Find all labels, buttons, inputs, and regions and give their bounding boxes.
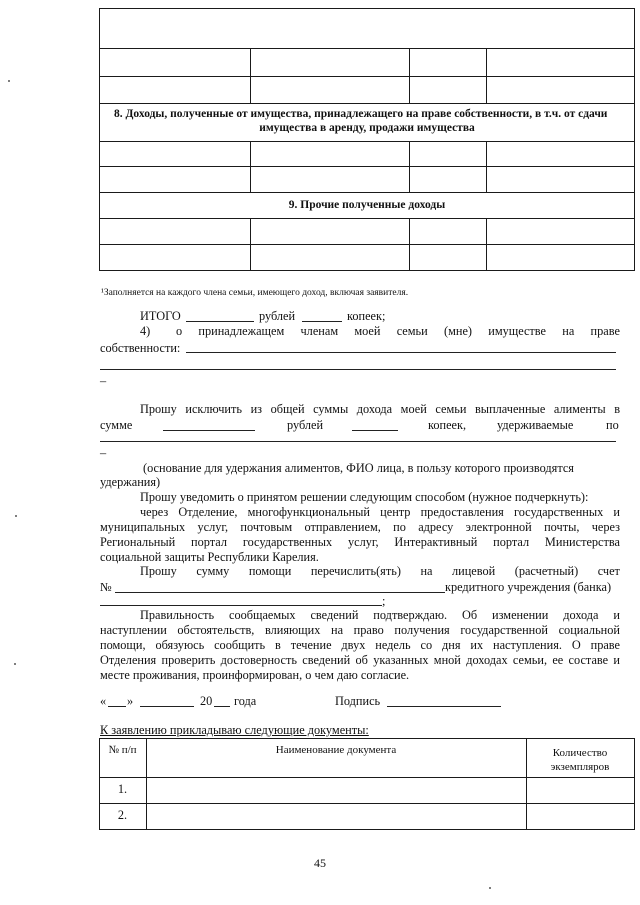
- alimony-basis-line2: удержания): [100, 475, 161, 489]
- property-word: членам: [300, 324, 339, 338]
- table-border: [99, 8, 635, 9]
- confirm-line5: месте проживания, проинформирован, о чем даю согласие.: [100, 668, 410, 682]
- table-border: [99, 218, 635, 219]
- confirm-line2: наступлении обстоятельств, влияющих на право получения государственной социальной: [100, 623, 620, 637]
- scan-speck: [14, 663, 16, 665]
- table-border: [99, 48, 635, 49]
- itogo-label: ИТОГО: [140, 309, 181, 323]
- alimony-kop-blank[interactable]: [352, 430, 398, 431]
- itogo-kop-blank[interactable]: [302, 321, 342, 322]
- account-num-sign: №: [100, 580, 112, 594]
- year-prefix: 20: [200, 694, 213, 708]
- table-border: [99, 738, 635, 739]
- footnote: ¹Заполняется на каждого члена семьи, имеющего доход, включая заявителя.: [101, 288, 409, 298]
- property-word: моей: [354, 324, 381, 338]
- notify-line3: муниципальных услуг, почтовым отправлением, по адресу электронной почты, через: [100, 520, 620, 534]
- month-blank[interactable]: [140, 706, 194, 707]
- table-border: [409, 48, 410, 103]
- header-count-cont: экземпляров: [550, 761, 610, 773]
- semicolon: ;: [382, 594, 386, 608]
- alimony-rub: рублей: [287, 418, 324, 432]
- row-num-2: 2.: [117, 808, 128, 822]
- table-border: [409, 141, 410, 192]
- property-line: [176, 324, 620, 339]
- property-blank-2[interactable]: [100, 369, 616, 370]
- alimony-po: по: [606, 418, 619, 432]
- table-border: [99, 103, 635, 104]
- alimony-uderzh: удерживаемые: [497, 418, 574, 432]
- notify-line2: через Отделение, многофункциональный центр предоставления государственных и: [140, 505, 620, 519]
- table-border: [99, 270, 635, 271]
- itogo-kop-label: копеек;: [347, 309, 386, 323]
- signature-blank[interactable]: [387, 706, 501, 707]
- transfer-word: на: [420, 564, 433, 578]
- alimony-sum-blank[interactable]: [163, 430, 255, 431]
- section8-title: 8. Доходы, полученные от имущества, принадлежащего на праве собственности, в т.ч. от сдачи: [114, 108, 608, 120]
- alimony-summe: сумме: [100, 418, 133, 432]
- property-word: праве: [590, 324, 620, 338]
- itogo-rub-label: рублей: [259, 309, 296, 323]
- header-count: Количество: [552, 747, 608, 759]
- scan-speck: [489, 887, 491, 889]
- transfer-word: лицевой: [452, 564, 496, 578]
- scan-speck: [15, 515, 17, 517]
- table-border: [409, 218, 410, 270]
- property-num: 4): [140, 324, 151, 338]
- table-border: [634, 8, 635, 270]
- quote-open: «: [100, 694, 107, 708]
- table-border: [486, 141, 487, 192]
- attachments-intro: К заявлению прикладываю следующие документы:: [100, 723, 369, 737]
- transfer-word: Прошу: [140, 564, 177, 578]
- row-num-1: 1.: [117, 782, 128, 796]
- itogo-rub-blank[interactable]: [186, 321, 254, 322]
- property-label: собственности:: [100, 341, 181, 355]
- property-blank-1[interactable]: [186, 352, 616, 353]
- notify-line4: Региональный портал государственных услуг, Интерактивный портал Министерства: [100, 535, 620, 549]
- bank-label: кредитного учреждения (банка): [445, 580, 612, 594]
- property-word: (мне): [443, 324, 472, 338]
- notify-line5: социальной защиты Республики Карелия.: [100, 550, 319, 564]
- property-word: о: [176, 324, 183, 338]
- table-border: [250, 48, 251, 103]
- table-border: [99, 803, 635, 804]
- transfer-word: помощи: [248, 564, 292, 578]
- table-border: [99, 76, 635, 77]
- property-word: на: [562, 324, 575, 338]
- bank-name-blank[interactable]: [100, 605, 382, 606]
- section9-title: 9. Прочие полученные доходы: [288, 199, 446, 211]
- table-border: [99, 166, 635, 167]
- year-blank[interactable]: [214, 706, 230, 707]
- transfer-word: перечислить(ять): [310, 564, 401, 578]
- section8-title-cont: имущества в аренду, продажи имущества: [259, 122, 475, 134]
- table-border: [250, 218, 251, 270]
- transfer-word: счет: [597, 564, 620, 578]
- header-num: № п/п: [108, 744, 137, 756]
- page-number: 45: [314, 856, 326, 870]
- transfer-word: сумму: [196, 564, 230, 578]
- table-border: [99, 8, 100, 270]
- table-border: [99, 141, 635, 142]
- property-word: принадлежащем: [198, 324, 285, 338]
- quote-close: »: [127, 694, 134, 708]
- property-word: семьи: [396, 324, 428, 338]
- dash: –: [100, 446, 107, 460]
- dash: –: [100, 374, 107, 388]
- signature-label: Подпись: [335, 694, 381, 708]
- table-border: [99, 829, 635, 830]
- table-border: [99, 777, 635, 778]
- alimony-basis-blank[interactable]: [100, 441, 616, 442]
- table-border: [99, 244, 635, 245]
- account-number-blank[interactable]: [115, 592, 445, 593]
- confirm-line4: Отделения проверить достоверность сведений об указанных мной доходах семьи, ее составе и: [100, 653, 620, 667]
- confirm-line1: Правильность сообщаемых сведений подтверждаю. Об изменении дохода и: [140, 608, 620, 622]
- transfer-word: (расчетный): [514, 564, 579, 578]
- transfer-line: [140, 564, 620, 579]
- year-suffix: года: [234, 694, 257, 708]
- table-border: [634, 738, 635, 829]
- alimony-basis-line1: (основание для удержания алиментов, ФИО лица, в пользу которого производятся: [143, 461, 574, 475]
- confirm-line3: помощи, обязуюсь сообщить в течение двух недель со дня их наступления. О праве: [100, 638, 620, 652]
- property-word: имуществе: [488, 324, 547, 338]
- header-doc-name: Наименование документа: [275, 744, 397, 756]
- alimony-line1: Прошу исключить из общей суммы дохода моей семьи выплаченные алименты в: [140, 402, 620, 416]
- notify-line1: Прошу уведомить о принятом решении следующим способом (нужное подчеркнуть):: [140, 490, 589, 504]
- alimony-kop: копеек,: [428, 418, 467, 432]
- table-border: [250, 141, 251, 192]
- scan-speck: [8, 80, 10, 82]
- table-border: [486, 48, 487, 103]
- day-blank[interactable]: [108, 706, 126, 707]
- table-border: [99, 192, 635, 193]
- table-border: [486, 218, 487, 270]
